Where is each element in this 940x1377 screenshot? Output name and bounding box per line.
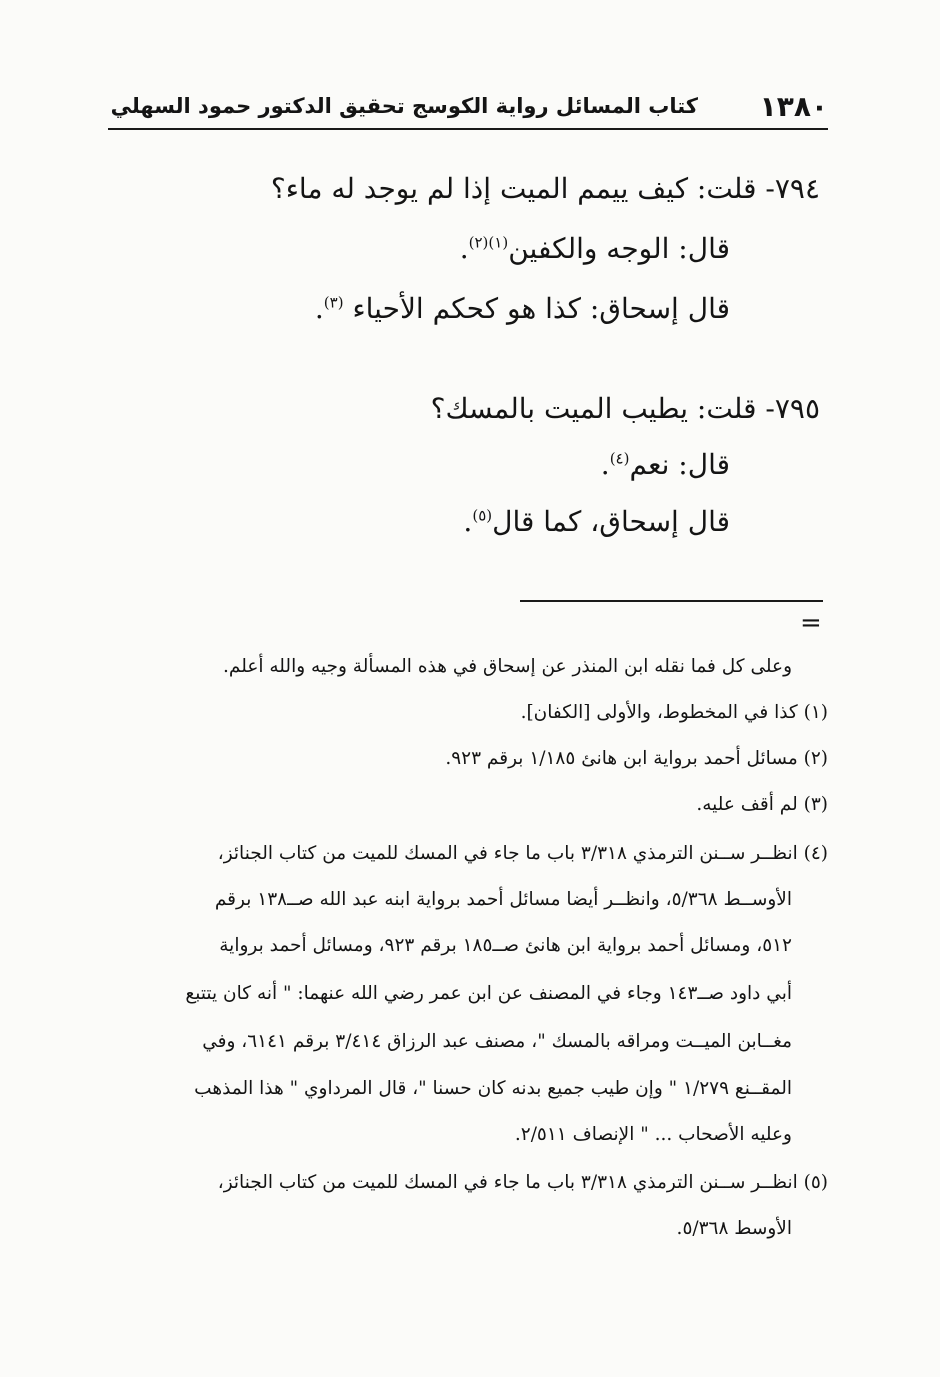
answer-794: قال: الوجه والكفين$^{(١)(٢)}$. xyxy=(459,232,730,265)
footnote-4-line: ٥١٢، ومسائل أحمد برواية ابن هانئ صــ١٨٥ برقم ٩٢٣، ومسائل أحمد برواية xyxy=(219,935,792,956)
running-title: كتاب المسائل رواية الكوسج تحقيق الدكتور حمود السهلي xyxy=(110,94,698,118)
footnote-3: (٣) لم أقف عليه. xyxy=(696,794,828,815)
header-rule xyxy=(108,128,828,130)
footnote-5-line: (٥) انظــر ســنن الترمذي ٣/٣١٨ باب ما جاء في المسك للميت من كتاب الجنائز، xyxy=(217,1172,828,1193)
footnote-4-line: أبي داود صــ١٤٣ وجاء في المصنف عن ابن عمر رضي الله عنهما: " أنه كان يتتبع xyxy=(185,983,792,1004)
question-794: ٧٩٤- قلت: كيف ييمم الميت إذا لم يوجد له ماء؟ xyxy=(270,172,820,205)
footnote-4-line: المقــنع ١/٢٧٩ " وإن طيب جميع بدنه كان حسنا "، قال المرداوي " هذا المذهب xyxy=(194,1078,792,1099)
ishaq-794: قال إسحاق: كذا هو كحكم الأحياء $^{(٣)}$. xyxy=(314,292,730,325)
footnote-1: (١) كذا في المخطوط، والأولى [الكفان]. xyxy=(520,702,828,723)
question-795: ٧٩٥- قلت: يطيب الميت بالمسك؟ xyxy=(430,392,820,425)
footnote-4-line: وعليه الأصحاب ... " الإنصاف ٢/٥١١. xyxy=(514,1124,792,1145)
footnote-ref: (١)(٢) xyxy=(468,233,509,252)
footnote-4-line: مغــابن الميــت ومراقه بالمسك "، مصنف عبد الرزاق ٣/٤١٤ برقم ٦١٤١، وفي xyxy=(202,1031,792,1052)
footnote-2: (٢) مسائل أحمد برواية ابن هانئ ١/١٨٥ برقم ٩٢٣. xyxy=(445,748,828,769)
footnote-5-line: الأوسط ٥/٣٦٨. xyxy=(676,1218,792,1239)
footnote-separator xyxy=(520,600,823,602)
footnote-4-line: (٤) انظــر ســنن الترمذي ٣/٣١٨ باب ما جاء في المسك للميت من كتاب الجنائز، xyxy=(217,843,828,864)
answer-795: قال: نعم$^{(٤)}$. xyxy=(600,448,730,481)
continuation-mark: = xyxy=(800,608,822,638)
page-header xyxy=(108,82,828,130)
footnote-ref: (٣) xyxy=(323,293,344,312)
footnote-ref: (٥) xyxy=(472,506,493,525)
footnote-ref: (٤) xyxy=(609,449,630,468)
page-number: ١٣٨٠ xyxy=(759,90,828,123)
ishaq-795: قال إسحاق، كما قال$^{(٥)}$. xyxy=(463,505,730,538)
footnote-4-line: الأوســط ٥/٣٦٨، وانظــر أيضا مسائل أحمد برواية ابنه عبد الله صــ١٣٨ برقم xyxy=(214,889,792,910)
footnote-continuation: وعلى كل فما نقله ابن المنذر عن إسحاق في هذه المسألة وجيه والله أعلم. xyxy=(223,656,792,677)
